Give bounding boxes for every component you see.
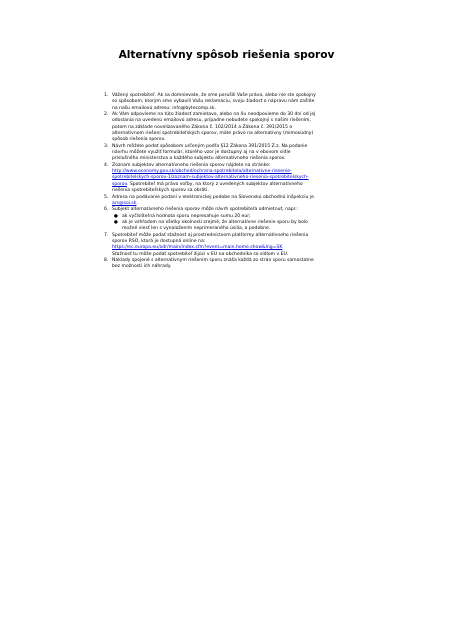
list-item xyxy=(104,232,362,258)
list-item xyxy=(104,194,362,208)
bullet-text-line: ak vyčísliteľná hodnota sporu nepresahuje sumu 20 eur; xyxy=(122,213,251,219)
item-text-line: spôsob riešenia sporov. xyxy=(112,137,166,143)
item-text-line: bez možnosti ich náhrady. xyxy=(112,264,172,270)
item-number: 8. xyxy=(104,257,109,263)
item-text-line: so spôsobom, ktorým sme vybavili Vašu reklamáciu, svoju žiadosť o nápravu nám zašlite xyxy=(112,99,315,105)
soi-email-link[interactable]: ars@soi.sk xyxy=(112,200,137,206)
list-item xyxy=(104,207,362,232)
bullet-icon: ● xyxy=(114,213,118,219)
item-text-line: Ak Vám odpovieme na túto žiadosť zamietavo, alebo na ňu neodpovieme do 30 dní od jej xyxy=(112,112,316,118)
item-number: 2. xyxy=(104,112,109,118)
bullet-text-line: možné viesť len s vynaložením neprimeraného úsilia, a podobne. xyxy=(122,226,271,232)
item-text-line: Spotrebiteľ môže podať sťažnosť aj prostredníctvom platformy alternatívneho riešenia xyxy=(112,232,309,238)
item-text-line: . Spotrebiteľ má právo voľby, na ktorý z uvedených subjektov alternatívneho xyxy=(126,181,303,187)
item-text-line: Vážený spotrebiteľ. Ak sa domnievate, že sme porušili Vaše práva, alebo nie ste spokojný xyxy=(112,93,316,98)
adr-registry-link[interactable]: http://www.economy.gov.sk/obchod/ochrana-spotrebitela/alternativne-riesenie- xyxy=(112,169,292,175)
item-text-line: príslušného ministerstva a každého subjektu alternatívneho riešenia sporov. xyxy=(112,156,286,162)
list-item xyxy=(104,93,362,112)
item-text-line: potom na základe novelizovaného Zákona č. 102/2014 a Zákona č. 391/2015 o xyxy=(112,124,293,130)
bullet-list xyxy=(112,214,362,233)
item-text-line: riešenia spotrebiteľských sporov sa obráti. xyxy=(112,188,209,194)
item-number: 6. xyxy=(104,207,109,213)
adr-registry-link[interactable]: sporov xyxy=(112,181,127,187)
item-text-line: Subjekt alternatívneho riešenia sporov môže návrh spotrebiteľa odmietnuť, napr.: xyxy=(112,207,299,213)
item-number: 7. xyxy=(104,232,109,238)
bullet-text-line: ak je vzhľadom na všetky okolnosti zrejmé, že alternatívne riešenie sporu by bolo xyxy=(122,219,308,225)
page-title: Alternatívny spôsob riešenia sporov xyxy=(118,49,335,61)
bullet-icon: ● xyxy=(114,219,118,225)
item-text-line: . xyxy=(136,200,138,206)
list-item xyxy=(104,143,362,163)
item-text-line: Zoznam subjektov alternatívneho riešenia sporov nájdete na stránke: xyxy=(112,162,271,168)
bullet-item xyxy=(112,220,362,233)
item-number: 4. xyxy=(104,162,109,168)
numbered-list xyxy=(104,93,362,271)
item-number: 1. xyxy=(104,93,109,98)
item-text-line: odoslania na uvedenú emailovú adresu, prípadne nebudete spokojný s našim riešením, xyxy=(112,118,311,124)
item-text-line: Adresa na podávanie podaní v elektronickej podobe na Slovenskú obchodnú inšpekciu je xyxy=(112,194,314,200)
item-text-line: sporov RSO, ktorá je dostupná online na: xyxy=(112,238,206,244)
adr-registry-link[interactable]: spotrebitelskych-sporov-1/zoznam-subjektov-alternativneho-riesenia-spotrebitelskych- xyxy=(112,175,309,181)
item-number: 5. xyxy=(104,194,109,200)
odr-platform-link[interactable]: https://ec.europa.eu/odr/main/index.cfm?event=main.home.show&lng=SK xyxy=(112,245,283,251)
item-text-line: alternatívnom riešení spotrebiteľských sporov, máte právo na alternatívny (mimosúdny) xyxy=(112,131,314,137)
list-item xyxy=(104,257,362,271)
item-text-line: návrhu môžete využiť formulár, ktorého vzor je dostupný aj na v ebovom sídle xyxy=(112,150,291,156)
item-text-line: Náklady spojené s alternatívnym riešením sporu znáša každá zo strán sporu samostatne xyxy=(112,257,314,263)
item-text-line: Návrh môžete podať spôsobom určeným podľa §12 Zákona 391/2015 Z.z. Na podanie xyxy=(112,143,308,149)
item-text-line: na našu emailovú adresu: info@bytecomp.sk. xyxy=(112,105,217,111)
item-text-line: Sťažnosť tu môže podať spotrebiteľ žijúci v EU na obchodníka so sídlom v EU. xyxy=(112,251,289,257)
list-item xyxy=(104,112,362,144)
list-item xyxy=(104,162,362,195)
item-number: 3. xyxy=(104,143,109,149)
